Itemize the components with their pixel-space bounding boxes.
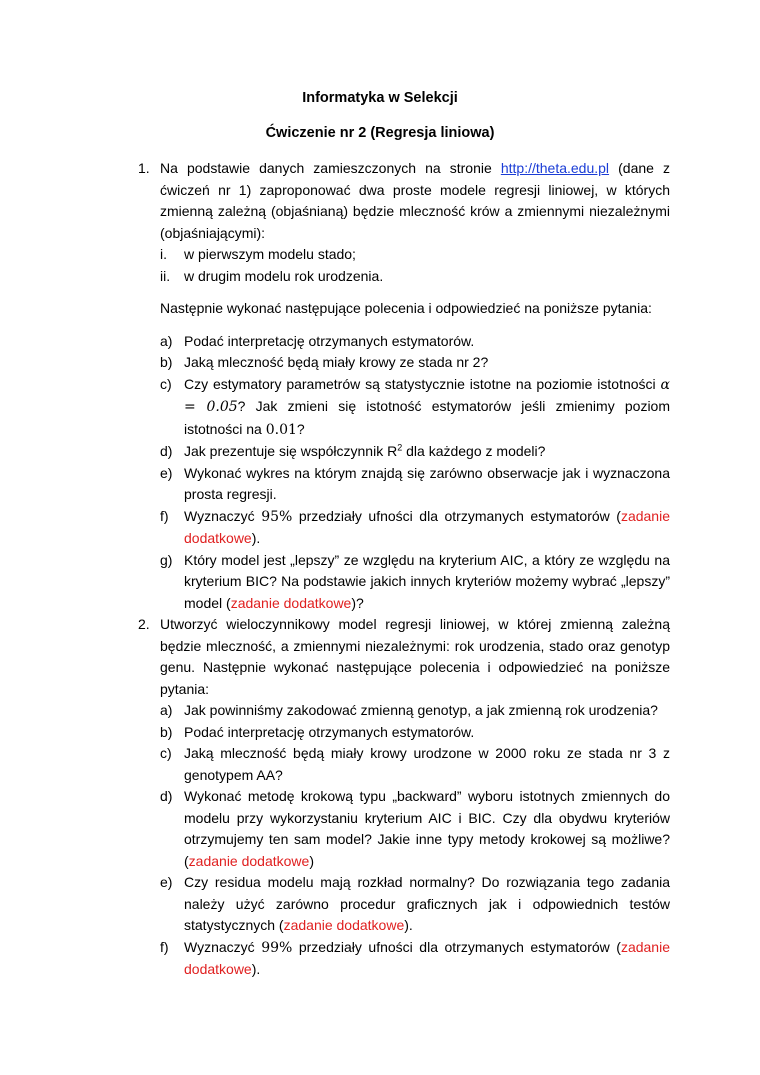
task-1-b-label: b) — [160, 354, 173, 370]
task-1-g-text-2: )? — [351, 594, 364, 611]
exercise-title: Ćwiczenie nr 2 (Regresja liniowa) — [265, 125, 495, 141]
task-2-c — [160, 743, 670, 786]
task-1-d-label: d) — [160, 443, 173, 459]
model-item-2-text: w drugim modelu rok urodzenia. — [184, 267, 384, 284]
task-1-c-text-1: Czy estymatory parametrów są statystycznie istotne na poziomie istotności — [184, 375, 661, 392]
task-1-c-text-3: ? — [296, 420, 305, 437]
task-2-c-text: Jaką mleczność będą miały krowy urodzone w 2000 roku ze stada nr 3 z genotypem AA? — [184, 745, 670, 783]
document-title: Informatyka w Selekcji — [302, 90, 458, 106]
task-1-g-label: g) — [160, 551, 173, 568]
task-1-f-text-3: ). — [251, 530, 261, 546]
task-2-a — [160, 700, 670, 722]
task-1-e-label: e) — [160, 464, 173, 481]
task-2-b — [160, 722, 670, 744]
task-1-f — [160, 506, 670, 550]
task-1-g — [160, 550, 670, 615]
task-2-e-text-2: ). — [404, 917, 413, 933]
task-2-intro: Utworzyć wieloczynnikowy model regresji liniowej, w której zmienną zależną będzie mleczność, a zmiennymi niezależnymi: rok urodzenia, stado oraz genotyp genu. Następnie wykonać następujące polecenia i odpowiedzieć na poniższe pytania: — [160, 616, 670, 697]
task-1-instruction: Następnie wykonać następujące polecenia i odpowiedzieć na poniższe pytania: — [160, 300, 652, 316]
task-1-e-text: Wykonać wykres na którym znajdą się zarówno obserwacje jak i wyznaczona prosta regresji. — [184, 464, 670, 502]
task-1-g-text-1: Który model jest „lepszy” ze względu na kryterium AIC, a który ze względu na kryterium BIC? Na podstawie jakich innych kryteriów możemy wybrać „lepszy” model ( — [184, 551, 670, 611]
task-2-c-label: c) — [160, 745, 172, 761]
extra-task-note: zadanie dodatkowe — [188, 852, 310, 869]
task-1-intro — [160, 158, 670, 244]
extra-task-note: zadanie dodatkowe — [283, 917, 405, 933]
task-1-c-text-2: ? Jak zmieni się istotność estymatorów jeśli zmienimy poziom istotności na — [184, 398, 671, 437]
task-2-f-text-3: ). — [251, 961, 261, 977]
document-body — [138, 158, 670, 981]
task-1-intro-pre: Na podstawie danych zamieszczonych na stronie — [160, 160, 501, 176]
model-item-1 — [160, 244, 670, 266]
task-1-d — [160, 441, 670, 463]
task-1-d-text-1: Jak prezentuje się współczynnik R — [184, 443, 398, 459]
task-1-intro-post: (dane z ćwiczeń nr 1) zaproponować dwa proste modele regresji liniowej, w których zmienną zależną (objaśnianą) będzie mleczność krów a zmiennymi niezależnymi (objaśniającymi): — [160, 160, 671, 241]
task-2-b-text: Podać interpretację otrzymanych estymatorów. — [184, 723, 475, 740]
task-1-c — [160, 374, 670, 442]
task-2-d-text-2: ) — [309, 852, 314, 869]
task-2-b-label: b) — [160, 723, 173, 740]
task-2-d-label: d) — [160, 788, 173, 804]
significance-level: 0.01 — [265, 421, 297, 438]
task-1-f-text-1: Wyznaczyć — [184, 507, 262, 524]
model-item-2 — [160, 266, 670, 288]
task-2-e-label: e) — [160, 874, 173, 890]
task-2-a-text: Jak powinniśmy zakodować zmienną genotyp, a jak zmienną rok urodzenia? — [184, 702, 658, 718]
task-1-f-label: f) — [160, 507, 169, 524]
task-1-d-text-2: dla każdego z modeli? — [402, 443, 546, 459]
confidence-99: 99% — [261, 939, 293, 956]
task-1-a — [160, 331, 670, 353]
task-2-a-label: a) — [160, 702, 173, 718]
task-2-f — [160, 937, 670, 981]
task-2-e — [160, 872, 670, 937]
task-1-f-text-2: przedziały ufności dla otrzymanych estymatorów ( — [292, 507, 621, 524]
task-2-d — [160, 786, 670, 872]
task-1-a-label: a) — [160, 332, 173, 349]
theta-link[interactable]: http://theta.edu.pl — [500, 160, 610, 176]
task-1-c-label: c) — [160, 375, 172, 392]
model-item-1-text: w pierwszym modelu stado; — [184, 246, 356, 262]
extra-task-note: zadanie dodatkowe — [184, 938, 670, 977]
task-1-a-text: Podać interpretację otrzymanych estymatorów. — [184, 332, 475, 349]
r-squared-superscript: 2 — [397, 442, 403, 453]
extra-task-note: zadanie dodatkowe — [230, 594, 352, 611]
task-1 — [138, 158, 670, 614]
task-1-b — [160, 352, 670, 374]
task-1-e — [160, 463, 670, 506]
model-item-1-label: i. — [160, 246, 167, 262]
task-1-number: 1. — [138, 160, 150, 176]
task-2-d-text-1: Wykonać metodę krokową typu „backward” wyboru istotnych zmiennych do modelu przy wykorzystaniu kryterium AIC i BIC. Czy dla obydwu kryteriów otrzymujemy ten sam model? Jakie inne typy metody krokowej są możliwe? ( — [184, 788, 670, 869]
task-2-number: 2. — [138, 616, 150, 632]
task-2-e-text-1: Czy residua modelu mają rozkład normalny? Do rozwiązania tego zadania należy użyć zarówno procedur graficznych jak i odpowiednich testów statystycznych ( — [184, 874, 670, 933]
task-2-f-text-2: przedziały ufności dla otrzymanych estymatorów ( — [292, 938, 621, 955]
alpha-formula: α = 0.05 — [184, 376, 670, 415]
confidence-95: 95% — [261, 508, 293, 525]
model-item-2-label: ii. — [160, 267, 171, 284]
task-2 — [138, 614, 670, 981]
task-2-f-text-1: Wyznaczyć — [184, 938, 262, 955]
task-2-f-label: f) — [160, 938, 169, 955]
extra-task-note: zadanie dodatkowe — [184, 507, 670, 546]
task-1-b-text: Jaką mleczność będą miały krowy ze stada nr 2? — [184, 354, 489, 370]
